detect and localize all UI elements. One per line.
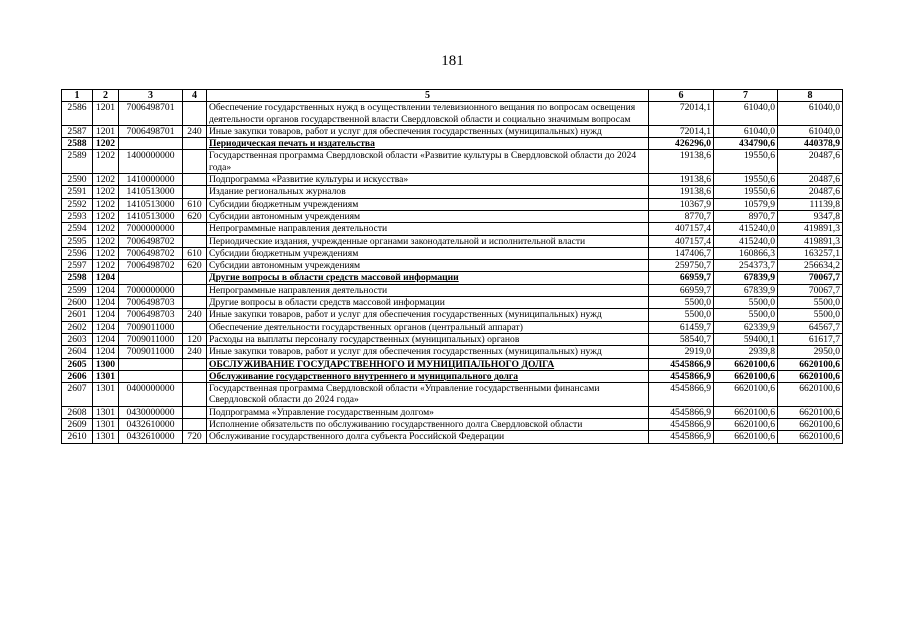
amount-cell: 6620100,6 xyxy=(778,358,843,370)
expense-type-cell xyxy=(183,297,207,309)
row-number-cell: 2607 xyxy=(62,383,93,407)
item-name-cell: Обслуживание государственного внутреннего и муниципального долга xyxy=(207,370,649,382)
target-code-cell: 7006498702 xyxy=(119,235,183,247)
table-row xyxy=(62,247,843,259)
column-header: 6 xyxy=(649,90,714,102)
target-code-cell: 7006498701 xyxy=(119,125,183,137)
table-row xyxy=(62,138,843,150)
amount-cell: 160866,3 xyxy=(714,247,778,259)
target-code-cell xyxy=(119,138,183,150)
table-row xyxy=(62,431,843,443)
amount-cell: 5500,0 xyxy=(778,297,843,309)
row-number-cell: 2609 xyxy=(62,419,93,431)
row-number-cell: 2586 xyxy=(62,102,93,126)
expense-type-cell: 120 xyxy=(183,333,207,345)
section-code-cell: 1204 xyxy=(93,284,119,296)
amount-cell: 61459,7 xyxy=(649,321,714,333)
amount-cell: 407157,4 xyxy=(649,223,714,235)
table-row xyxy=(62,346,843,358)
expense-type-cell xyxy=(183,383,207,407)
expense-type-cell: 610 xyxy=(183,198,207,210)
expense-type-cell: 620 xyxy=(183,210,207,222)
amount-cell: 10579,9 xyxy=(714,198,778,210)
table-row xyxy=(62,406,843,418)
budget-table xyxy=(61,89,843,444)
item-name-cell: Субсидии автономным учреждениям xyxy=(207,210,649,222)
row-number-cell: 2602 xyxy=(62,321,93,333)
target-code-cell: 7006498703 xyxy=(119,309,183,321)
amount-cell: 19550,6 xyxy=(714,150,778,174)
table-row xyxy=(62,419,843,431)
amount-cell: 259750,7 xyxy=(649,260,714,272)
amount-cell: 2919,0 xyxy=(649,346,714,358)
amount-cell: 67839,9 xyxy=(714,272,778,284)
amount-cell: 19138,6 xyxy=(649,174,714,186)
item-name-cell: Государственная программа Свердловской области «Управление государственными финансами Свердловской области до 2024 года» xyxy=(207,383,649,407)
amount-cell: 407157,4 xyxy=(649,235,714,247)
row-number-cell: 2587 xyxy=(62,125,93,137)
table-row xyxy=(62,321,843,333)
amount-cell: 6620100,6 xyxy=(778,383,843,407)
target-code-cell: 0400000000 xyxy=(119,383,183,407)
section-code-cell: 1204 xyxy=(93,297,119,309)
target-code-cell: 0432610000 xyxy=(119,419,183,431)
amount-cell: 440378,9 xyxy=(778,138,843,150)
row-number-cell: 2595 xyxy=(62,235,93,247)
row-number-cell: 2591 xyxy=(62,186,93,198)
amount-cell: 434790,6 xyxy=(714,138,778,150)
section-code-cell: 1202 xyxy=(93,235,119,247)
amount-cell: 62339,9 xyxy=(714,321,778,333)
section-code-cell: 1202 xyxy=(93,260,119,272)
table-row xyxy=(62,333,843,345)
section-code-cell: 1204 xyxy=(93,346,119,358)
amount-cell: 6620100,6 xyxy=(714,358,778,370)
amount-cell: 66959,7 xyxy=(649,272,714,284)
table-row xyxy=(62,186,843,198)
expense-type-cell: 720 xyxy=(183,431,207,443)
target-code-cell: 0432610000 xyxy=(119,431,183,443)
amount-cell: 66959,7 xyxy=(649,284,714,296)
item-name-cell: ОБСЛУЖИВАНИЕ ГОСУДАРСТВЕННОГО И МУНИЦИПАЛЬНОГО ДОЛГА xyxy=(207,358,649,370)
column-header: 5 xyxy=(207,90,649,102)
amount-cell: 19550,6 xyxy=(714,186,778,198)
expense-type-cell xyxy=(183,174,207,186)
amount-cell: 147406,7 xyxy=(649,247,714,259)
expense-type-cell xyxy=(183,186,207,198)
amount-cell: 5500,0 xyxy=(714,297,778,309)
section-code-cell: 1204 xyxy=(93,333,119,345)
target-code-cell xyxy=(119,370,183,382)
amount-cell: 6620100,6 xyxy=(714,431,778,443)
row-number-cell: 2604 xyxy=(62,346,93,358)
item-name-cell: Издание региональных журналов xyxy=(207,186,649,198)
amount-cell: 19138,6 xyxy=(649,186,714,198)
amount-cell: 19138,6 xyxy=(649,150,714,174)
table-body xyxy=(62,102,843,443)
row-number-cell: 2599 xyxy=(62,284,93,296)
amount-cell: 61040,0 xyxy=(714,102,778,126)
target-code-cell: 7000000000 xyxy=(119,284,183,296)
item-name-cell: Непрограммные направления деятельности xyxy=(207,223,649,235)
amount-cell: 6620100,6 xyxy=(714,406,778,418)
row-number-cell: 2597 xyxy=(62,260,93,272)
amount-cell: 61040,0 xyxy=(778,102,843,126)
expense-type-cell xyxy=(183,138,207,150)
column-header: 2 xyxy=(93,90,119,102)
item-name-cell: Государственная программа Свердловской области «Развитие культуры в Свердловской области до 2024 года» xyxy=(207,150,649,174)
item-name-cell: Периодические издания, учрежденные органами законодательной и исполнительной власти xyxy=(207,235,649,247)
amount-cell: 6620100,6 xyxy=(778,406,843,418)
section-code-cell: 1204 xyxy=(93,309,119,321)
row-number-cell: 2603 xyxy=(62,333,93,345)
row-number-cell: 2592 xyxy=(62,198,93,210)
target-code-cell: 7006498703 xyxy=(119,297,183,309)
item-name-cell: Иные закупки товаров, работ и услуг для обеспечения государственных (муниципальных) нужд xyxy=(207,125,649,137)
table-row xyxy=(62,102,843,126)
amount-cell: 10367,9 xyxy=(649,198,714,210)
item-name-cell: Другие вопросы в области средств массовой информации xyxy=(207,297,649,309)
column-header: 3 xyxy=(119,90,183,102)
row-number-cell: 2589 xyxy=(62,150,93,174)
row-number-cell: 2588 xyxy=(62,138,93,150)
amount-cell: 58540,7 xyxy=(649,333,714,345)
table-row xyxy=(62,210,843,222)
table-row xyxy=(62,297,843,309)
table-row xyxy=(62,235,843,247)
expense-type-cell xyxy=(183,370,207,382)
item-name-cell: Подпрограмма «Управление государственным долгом» xyxy=(207,406,649,418)
amount-cell: 415240,0 xyxy=(714,223,778,235)
target-code-cell xyxy=(119,358,183,370)
section-code-cell: 1202 xyxy=(93,138,119,150)
expense-type-cell: 240 xyxy=(183,125,207,137)
row-number-cell: 2593 xyxy=(62,210,93,222)
expense-type-cell xyxy=(183,272,207,284)
expense-type-cell xyxy=(183,284,207,296)
item-name-cell: Иные закупки товаров, работ и услуг для обеспечения государственных (муниципальных) нужд xyxy=(207,309,649,321)
amount-cell: 61040,0 xyxy=(714,125,778,137)
amount-cell: 59400,1 xyxy=(714,333,778,345)
target-code-cell: 7009011000 xyxy=(119,333,183,345)
section-code-cell: 1301 xyxy=(93,370,119,382)
expense-type-cell xyxy=(183,235,207,247)
item-name-cell: Периодическая печать и издательства xyxy=(207,138,649,150)
table-row xyxy=(62,383,843,407)
row-number-cell: 2594 xyxy=(62,223,93,235)
amount-cell: 11139,8 xyxy=(778,198,843,210)
item-name-cell: Субсидии бюджетным учреждениям xyxy=(207,198,649,210)
table-row xyxy=(62,370,843,382)
section-code-cell: 1301 xyxy=(93,419,119,431)
table-row xyxy=(62,223,843,235)
item-name-cell: Субсидии бюджетным учреждениям xyxy=(207,247,649,259)
page-number: 181 xyxy=(441,53,464,69)
expense-type-cell xyxy=(183,406,207,418)
section-code-cell: 1202 xyxy=(93,150,119,174)
row-number-cell: 2600 xyxy=(62,297,93,309)
amount-cell: 61617,7 xyxy=(778,333,843,345)
expense-type-cell: 240 xyxy=(183,309,207,321)
section-code-cell: 1201 xyxy=(93,125,119,137)
section-code-cell: 1301 xyxy=(93,431,119,443)
row-number-cell: 2610 xyxy=(62,431,93,443)
amount-cell: 8770,7 xyxy=(649,210,714,222)
target-code-cell: 0430000000 xyxy=(119,406,183,418)
target-code-cell: 7000000000 xyxy=(119,223,183,235)
section-code-cell: 1301 xyxy=(93,383,119,407)
amount-cell: 4545866,9 xyxy=(649,406,714,418)
table-row xyxy=(62,358,843,370)
amount-cell: 6620100,6 xyxy=(714,370,778,382)
target-code-cell: 1410000000 xyxy=(119,174,183,186)
amount-cell: 426296,0 xyxy=(649,138,714,150)
target-code-cell: 1410513000 xyxy=(119,186,183,198)
section-code-cell: 1202 xyxy=(93,186,119,198)
section-code-cell: 1300 xyxy=(93,358,119,370)
column-header: 7 xyxy=(714,90,778,102)
amount-cell: 6620100,6 xyxy=(778,431,843,443)
table-row xyxy=(62,174,843,186)
target-code-cell: 7006498702 xyxy=(119,260,183,272)
item-name-cell: Подпрограмма «Развитие культуры и искусства» xyxy=(207,174,649,186)
amount-cell: 254373,7 xyxy=(714,260,778,272)
amount-cell: 163257,1 xyxy=(778,247,843,259)
amount-cell: 5500,0 xyxy=(649,309,714,321)
column-header: 8 xyxy=(778,90,843,102)
amount-cell: 67839,9 xyxy=(714,284,778,296)
amount-cell: 2939,8 xyxy=(714,346,778,358)
expense-type-cell: 620 xyxy=(183,260,207,272)
target-code-cell: 7006498701 xyxy=(119,102,183,126)
item-name-cell: Обеспечение государственных нужд в осуществлении телевизионного вещания по вопросам освещения деятельности органов государственной власти Свердловской области и социально значимым вопросам xyxy=(207,102,649,126)
table-row xyxy=(62,272,843,284)
amount-cell: 4545866,9 xyxy=(649,358,714,370)
item-name-cell: Иные закупки товаров, работ и услуг для обеспечения государственных (муниципальных) нужд xyxy=(207,346,649,358)
section-code-cell: 1202 xyxy=(93,198,119,210)
amount-cell: 5500,0 xyxy=(649,297,714,309)
amount-cell: 20487,6 xyxy=(778,174,843,186)
expense-type-cell xyxy=(183,102,207,126)
table-row xyxy=(62,198,843,210)
expense-type-cell: 240 xyxy=(183,346,207,358)
section-code-cell: 1201 xyxy=(93,102,119,126)
amount-cell: 72014,1 xyxy=(649,102,714,126)
amount-cell: 6620100,6 xyxy=(778,370,843,382)
target-code-cell: 1410513000 xyxy=(119,210,183,222)
section-code-cell: 1301 xyxy=(93,406,119,418)
column-header: 4 xyxy=(183,90,207,102)
row-number-cell: 2608 xyxy=(62,406,93,418)
amount-cell: 4545866,9 xyxy=(649,370,714,382)
target-code-cell: 7009011000 xyxy=(119,346,183,358)
item-name-cell: Другие вопросы в области средств массовой информации xyxy=(207,272,649,284)
amount-cell: 70067,7 xyxy=(778,284,843,296)
section-code-cell: 1204 xyxy=(93,321,119,333)
item-name-cell: Обеспечение деятельности государственных органов (центральный аппарат) xyxy=(207,321,649,333)
amount-cell: 19550,6 xyxy=(714,174,778,186)
table-header-row xyxy=(62,90,843,102)
amount-cell: 70067,7 xyxy=(778,272,843,284)
expense-type-cell xyxy=(183,150,207,174)
amount-cell: 4545866,9 xyxy=(649,419,714,431)
table-row xyxy=(62,309,843,321)
amount-cell: 4545866,9 xyxy=(649,383,714,407)
target-code-cell: 7009011000 xyxy=(119,321,183,333)
table-row xyxy=(62,150,843,174)
target-code-cell xyxy=(119,272,183,284)
section-code-cell: 1202 xyxy=(93,174,119,186)
amount-cell: 61040,0 xyxy=(778,125,843,137)
column-header: 1 xyxy=(62,90,93,102)
amount-cell: 5500,0 xyxy=(714,309,778,321)
amount-cell: 6620100,6 xyxy=(778,419,843,431)
section-code-cell: 1204 xyxy=(93,272,119,284)
section-code-cell: 1202 xyxy=(93,223,119,235)
row-number-cell: 2598 xyxy=(62,272,93,284)
row-number-cell: 2590 xyxy=(62,174,93,186)
table-row xyxy=(62,125,843,137)
expense-type-cell: 610 xyxy=(183,247,207,259)
expense-type-cell xyxy=(183,358,207,370)
item-name-cell: Расходы на выплаты персоналу государственных (муниципальных) органов xyxy=(207,333,649,345)
amount-cell: 415240,0 xyxy=(714,235,778,247)
target-code-cell: 7006498702 xyxy=(119,247,183,259)
expense-type-cell xyxy=(183,223,207,235)
row-number-cell: 2606 xyxy=(62,370,93,382)
item-name-cell: Исполнение обязательств по обслуживанию государственного долга Свердловской области xyxy=(207,419,649,431)
expense-type-cell xyxy=(183,419,207,431)
row-number-cell: 2596 xyxy=(62,247,93,259)
target-code-cell: 1400000000 xyxy=(119,150,183,174)
amount-cell: 256634,2 xyxy=(778,260,843,272)
row-number-cell: 2601 xyxy=(62,309,93,321)
amount-cell: 64567,7 xyxy=(778,321,843,333)
amount-cell: 5500,0 xyxy=(778,309,843,321)
table-row xyxy=(62,284,843,296)
amount-cell: 419891,3 xyxy=(778,223,843,235)
item-name-cell: Непрограммные направления деятельности xyxy=(207,284,649,296)
expense-type-cell xyxy=(183,321,207,333)
row-number-cell: 2605 xyxy=(62,358,93,370)
target-code-cell: 1410513000 xyxy=(119,198,183,210)
amount-cell: 4545866,9 xyxy=(649,431,714,443)
section-code-cell: 1202 xyxy=(93,247,119,259)
amount-cell: 8970,7 xyxy=(714,210,778,222)
amount-cell: 72014,1 xyxy=(649,125,714,137)
amount-cell: 9347,8 xyxy=(778,210,843,222)
section-code-cell: 1202 xyxy=(93,210,119,222)
amount-cell: 419891,3 xyxy=(778,235,843,247)
item-name-cell: Субсидии автономным учреждениям xyxy=(207,260,649,272)
table-row xyxy=(62,260,843,272)
amount-cell: 20487,6 xyxy=(778,150,843,174)
amount-cell: 6620100,6 xyxy=(714,383,778,407)
amount-cell: 2950,0 xyxy=(778,346,843,358)
item-name-cell: Обслуживание государственного долга субъекта Российской Федерации xyxy=(207,431,649,443)
amount-cell: 6620100,6 xyxy=(714,419,778,431)
amount-cell: 20487,6 xyxy=(778,186,843,198)
